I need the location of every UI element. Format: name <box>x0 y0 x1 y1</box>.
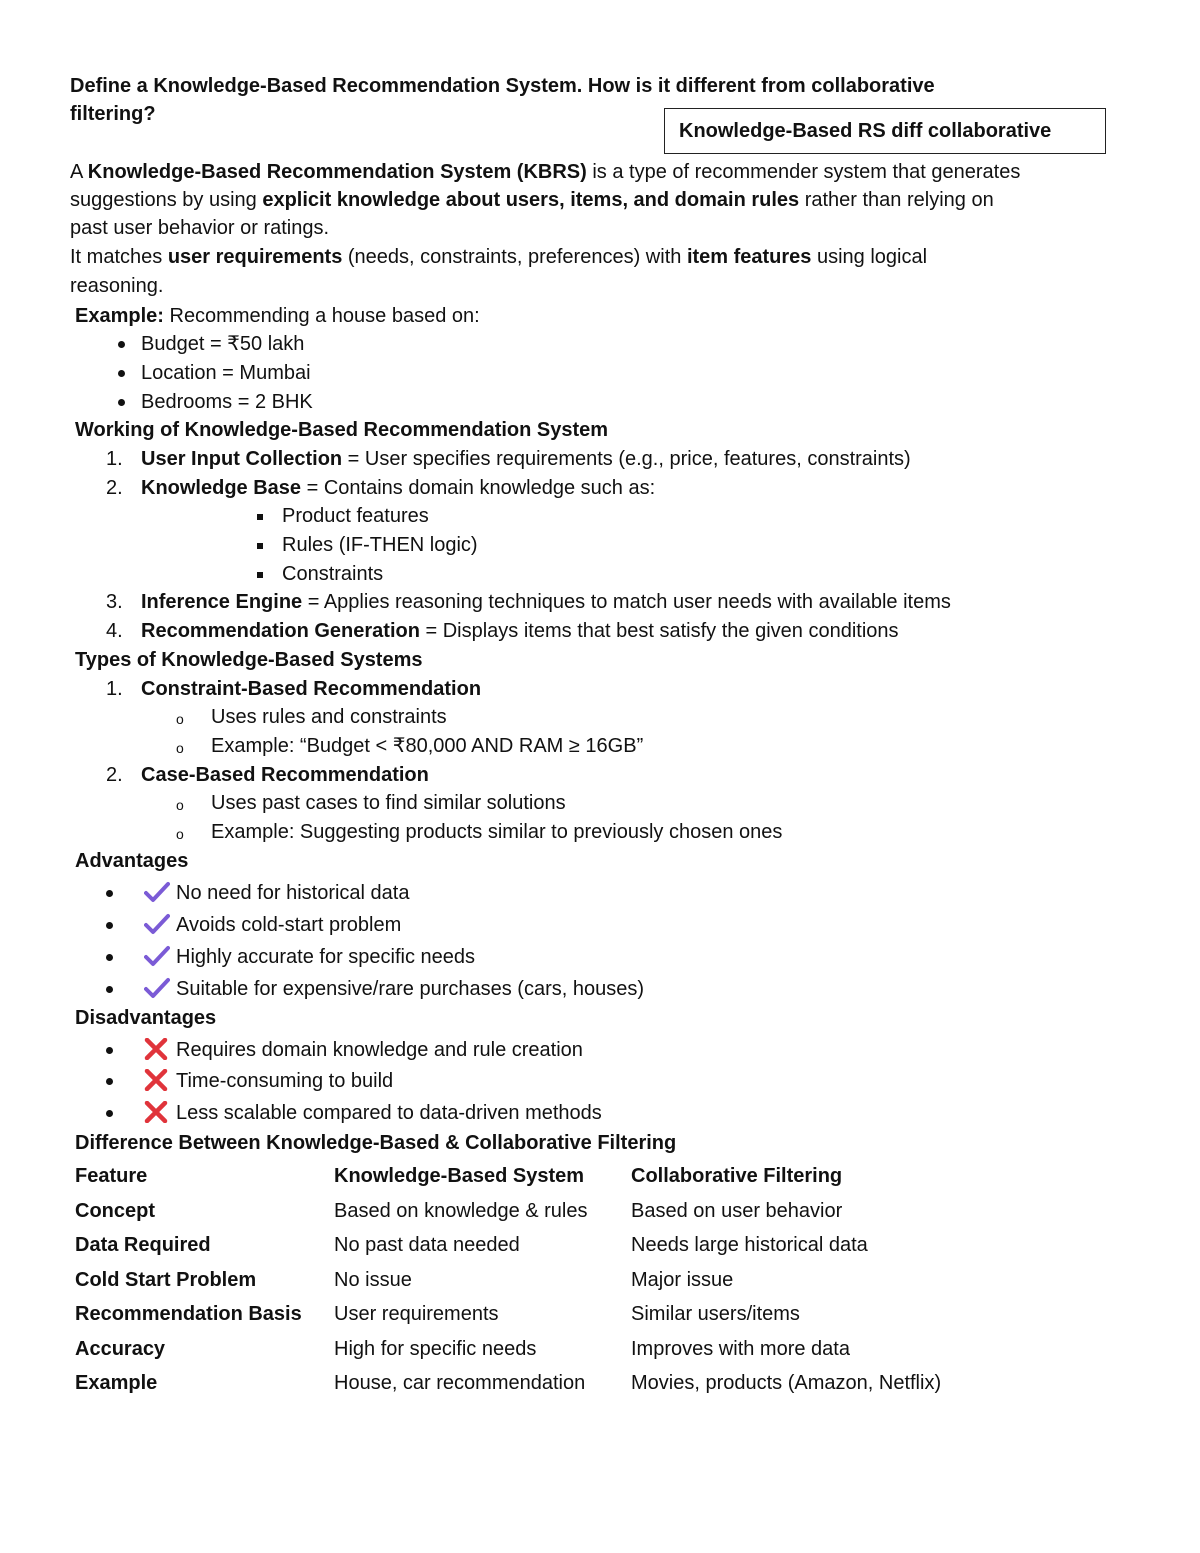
table-row-label: Concept <box>75 1200 155 1222</box>
check-icon <box>144 913 170 935</box>
circle-bullet: o <box>176 740 184 756</box>
bullet <box>106 890 113 897</box>
table-cell: Movies, products (Amazon, Netflix) <box>631 1372 942 1394</box>
check-icon <box>144 977 170 999</box>
working-step: Recommendation Generation = Displays items that best satisfy the given conditions <box>141 620 899 642</box>
table-row-label: Example <box>75 1372 158 1394</box>
cross-icon <box>144 1069 168 1091</box>
table-cell: House, car recommendation <box>334 1372 586 1394</box>
check-icon <box>144 945 170 967</box>
callout-box: Knowledge-Based RS diff collaborative <box>664 108 1106 154</box>
type-number: 2. <box>106 764 123 786</box>
bullet <box>118 399 125 406</box>
example-item: Location = Mumbai <box>141 362 311 384</box>
table-cell: Improves with more data <box>631 1338 850 1360</box>
table-cell: User requirements <box>334 1303 499 1325</box>
disadvantages-heading: Disadvantages <box>75 1007 217 1029</box>
table-cell: Major issue <box>631 1269 734 1291</box>
disadvantage-item: Requires domain knowledge and rule creation <box>144 1036 583 1064</box>
table-cell: High for specific needs <box>334 1338 537 1360</box>
table-header-cell: Collaborative Filtering <box>631 1165 843 1187</box>
example-item: Budget = ₹50 lakh <box>141 333 305 355</box>
bullet <box>106 1078 113 1085</box>
type-number: 1. <box>106 678 123 700</box>
advantage-item: No need for historical data <box>144 879 409 907</box>
intro-line-1: A Knowledge-Based Recommendation System (KBRS) is a type of recommender system that generates <box>70 161 1021 183</box>
types-heading: Types of Knowledge-Based Systems <box>75 649 423 671</box>
circle-bullet: o <box>176 826 184 842</box>
advantage-item: Suitable for expensive/rare purchases (cars, houses) <box>144 975 644 1003</box>
disadvantage-item: Time-consuming to build <box>144 1067 393 1095</box>
bullet <box>106 954 113 961</box>
bullet <box>118 370 125 377</box>
table-cell: Based on user behavior <box>631 1200 843 1222</box>
kb-item: Rules (IF-THEN logic) <box>282 534 478 556</box>
table-cell: Based on knowledge & rules <box>334 1200 588 1222</box>
table-row-label: Recommendation Basis <box>75 1303 302 1325</box>
type-item: Uses past cases to find similar solutions <box>211 792 566 814</box>
advantage-item: Highly accurate for specific needs <box>144 943 475 971</box>
bullet <box>106 1110 113 1117</box>
table-cell: No past data needed <box>334 1234 520 1256</box>
working-step: User Input Collection = User specifies requirements (e.g., price, features, constraints) <box>141 448 911 470</box>
type-item: Uses rules and constraints <box>211 706 447 728</box>
square-bullet <box>257 543 263 549</box>
intro-line-2: suggestions by using explicit knowledge about users, items, and domain rules rather than relying on <box>70 189 994 211</box>
cross-icon <box>144 1101 168 1123</box>
kb-item: Constraints <box>282 563 384 585</box>
question-line-2: filtering? <box>70 103 156 125</box>
step-number: 2. <box>106 477 123 499</box>
table-cell: Similar users/items <box>631 1303 800 1325</box>
table-header-cell: Knowledge-Based System <box>334 1165 585 1187</box>
table-row-label: Accuracy <box>75 1338 166 1360</box>
type-item: Example: Suggesting products similar to previously chosen ones <box>211 821 783 843</box>
working-heading: Working of Knowledge-Based Recommendation System <box>75 419 609 441</box>
table-row-label: Data Required <box>75 1234 211 1256</box>
advantage-item: Avoids cold-start problem <box>144 911 401 939</box>
bullet <box>118 341 125 348</box>
advantages-heading: Advantages <box>75 850 189 872</box>
bullet <box>106 1047 113 1054</box>
difference-heading: Difference Between Knowledge-Based & Collaborative Filtering <box>75 1132 677 1154</box>
square-bullet <box>257 514 263 520</box>
table-cell: No issue <box>334 1269 412 1291</box>
step-number: 3. <box>106 591 123 613</box>
step-number: 4. <box>106 620 123 642</box>
type-item: Example: “Budget < ₹80,000 AND RAM ≥ 16GB” <box>211 735 644 757</box>
example-line: Example: Recommending a house based on: <box>75 305 480 327</box>
table-header-cell: Feature <box>75 1165 148 1187</box>
intro-line-5: reasoning. <box>70 275 164 297</box>
check-icon <box>144 881 170 903</box>
step-number: 1. <box>106 448 123 470</box>
bullet <box>106 986 113 993</box>
disadvantage-item: Less scalable compared to data-driven methods <box>144 1099 602 1127</box>
square-bullet <box>257 572 263 578</box>
bullet <box>106 922 113 929</box>
question-line-1: Define a Knowledge-Based Recommendation System. How is it different from collaborative <box>70 75 935 97</box>
circle-bullet: o <box>176 711 184 727</box>
cross-icon <box>144 1038 168 1060</box>
intro-line-4: It matches user requirements (needs, constraints, preferences) with item features using logical <box>70 246 928 268</box>
working-step: Inference Engine = Applies reasoning techniques to match user needs with available items <box>141 591 951 613</box>
working-step: Knowledge Base = Contains domain knowledge such as: <box>141 477 656 499</box>
kb-item: Product features <box>282 505 429 527</box>
table-cell: Needs large historical data <box>631 1234 868 1256</box>
type-title: Constraint-Based Recommendation <box>141 678 482 700</box>
type-title: Case-Based Recommendation <box>141 764 429 786</box>
table-row-label: Cold Start Problem <box>75 1269 257 1291</box>
intro-line-3: past user behavior or ratings. <box>70 217 330 239</box>
example-item: Bedrooms = 2 BHK <box>141 391 313 413</box>
circle-bullet: o <box>176 797 184 813</box>
